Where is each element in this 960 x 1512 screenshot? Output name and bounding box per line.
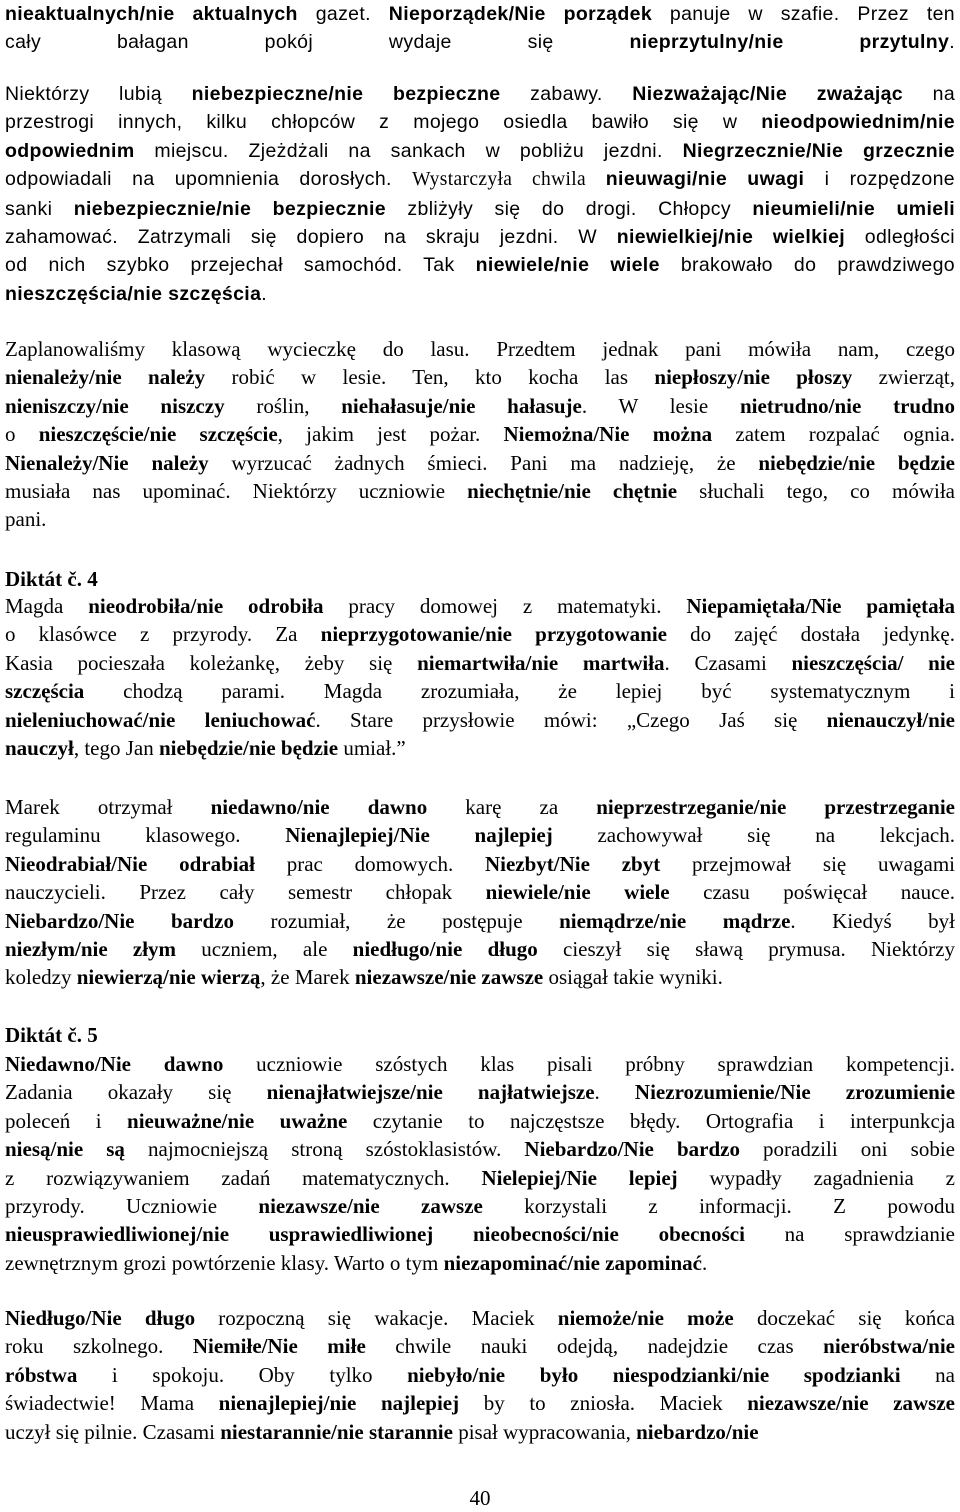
- text-run: z rozwiązywaniem zadań matematycznych.: [5, 1165, 482, 1190]
- bold-phrase: nienajłatwiejsze/nie najłatwiejsze: [266, 1080, 595, 1105]
- bold-phrase: nieszczęścia/nie szczęścia: [5, 282, 262, 305]
- paragraph-4: [5, 592, 955, 762]
- bold-phrase: nieleniuchować/nie leniuchować: [5, 707, 316, 732]
- bold-phrase: nauczył: [5, 736, 74, 761]
- bold-phrase: niedługo/nie długo: [352, 937, 538, 962]
- text-line: [5, 1332, 955, 1360]
- bold-phrase: niezawsze/nie zawsze: [747, 1391, 955, 1416]
- text-line: [5, 677, 955, 705]
- text-run: i spokoju. Oby tylko: [77, 1362, 408, 1387]
- text-run: o klasówce z przyrody. Za: [5, 622, 321, 647]
- text-line: [5, 1304, 955, 1332]
- text-run: Niektórzy lubią: [5, 83, 192, 105]
- text-line: [5, 706, 955, 734]
- text-run: . W lesie: [581, 393, 740, 418]
- bold-phrase: niebędzie/nie będzie: [758, 450, 955, 475]
- text-run: umiał.”: [338, 736, 406, 761]
- text-run: .: [949, 31, 955, 54]
- text-run: Zadania okazały się: [5, 1080, 267, 1105]
- text-run: Marek otrzymał: [5, 795, 211, 819]
- paragraph-6: [5, 1050, 955, 1277]
- text-run: najmocniejszą stroną szóstoklasistów.: [124, 1137, 525, 1162]
- bold-phrase: Niezważając/Nie zważając: [632, 83, 904, 105]
- text-run: korzystali z informacji. Z powodu: [482, 1194, 955, 1219]
- bold-phrase: nieumieli/nie umieli: [752, 197, 955, 220]
- text-line: [5, 137, 955, 165]
- bold-phrase: Niebardzo/Nie bardzo: [524, 1137, 740, 1162]
- text-run: odległości: [845, 226, 955, 249]
- text-run: na sprawdzianie: [744, 1222, 955, 1247]
- paragraph-5: [5, 793, 955, 992]
- text-run: na: [903, 83, 955, 105]
- text-run: zbliżyły się do drogi. Chłopcy: [385, 197, 753, 220]
- bold-phrase: Niepamiętała/Nie pamiętała: [686, 594, 955, 618]
- text-run: pisał wypracowania,: [452, 1419, 637, 1444]
- bold-phrase: niezapominać/nie zapominać: [443, 1250, 703, 1275]
- bold-phrase: nieuwagi/nie uwagi: [605, 168, 805, 191]
- text-run: roku szkolnego.: [5, 1334, 193, 1359]
- text-run: słuchali tego, co mówiła: [677, 479, 955, 504]
- text-run: wypadły zagadnienia z: [677, 1165, 955, 1190]
- paragraph-7: [5, 1304, 955, 1446]
- bold-phrase: Niezrozumienie/Nie zrozumienie: [634, 1080, 955, 1105]
- text-run: . Kiedyś był: [790, 908, 955, 933]
- text-line: [5, 1050, 955, 1078]
- text-line: [5, 80, 955, 108]
- text-run: prac domowych.: [254, 851, 485, 876]
- text-line: [5, 1164, 955, 1192]
- bold-phrase: niezawsze/nie zawsze: [258, 1194, 483, 1219]
- bold-phrase: niewierzą/nie wierzą: [76, 965, 261, 990]
- text-run: uczniowie szóstych klas pisali próbny sprawdzian kompetencji.: [223, 1052, 955, 1076]
- text-run: na: [900, 1362, 955, 1387]
- text-run: osiągał takie wyniki.: [543, 965, 723, 990]
- bold-phrase: Nielepiej/Nie lepiej: [481, 1165, 678, 1190]
- text-line: [5, 649, 955, 677]
- text-line: [5, 392, 955, 420]
- text-run: poleceń i: [5, 1108, 128, 1133]
- text-run: pracy domowej z matematyki.: [323, 594, 687, 618]
- bold-phrase: niebardzo/nie: [636, 1419, 759, 1444]
- bold-phrase: nieaktualnych/nie aktualnych: [5, 3, 298, 25]
- bold-phrase: nieprzytulny/nie przytulny: [629, 31, 950, 54]
- text-run: chwile nauki odejdą, nadejdzie czas: [365, 1334, 824, 1359]
- bold-phrase: niehałasuje/nie hałasuje: [341, 393, 582, 418]
- bold-phrase: niestarannie/nie starannie: [220, 1419, 453, 1444]
- bold-phrase: nieuważne/nie uważne: [127, 1108, 348, 1133]
- text-run: . Czasami: [664, 650, 792, 675]
- text-run: nauczycieli. Przez cały semestr chłopak: [5, 880, 486, 905]
- text-run: .: [594, 1080, 635, 1105]
- bold-phrase: Niedawno/Nie dawno: [5, 1052, 224, 1076]
- text-run: karę za: [427, 795, 597, 819]
- text-line: [5, 1107, 955, 1135]
- bold-phrase: Niebardzo/Nie bardzo: [5, 908, 234, 933]
- text-run: i rozpędzone: [804, 168, 955, 191]
- text-line: [5, 223, 955, 251]
- text-run: panuje w szafie. Przez ten: [652, 3, 955, 25]
- text-run: poradzili oni sobie: [739, 1137, 955, 1162]
- text-run: zachowywał się na lekcjach.: [552, 823, 955, 848]
- bold-phrase: nieszczęścia/ nie: [791, 650, 955, 675]
- bold-phrase: niewielkiej/nie wielkiej: [616, 226, 846, 249]
- bold-phrase: Niemiłe/Nie miłe: [192, 1334, 366, 1359]
- bold-phrase: nienajlepiej/nie najlepiej: [218, 1391, 460, 1416]
- text-line: [5, 592, 955, 620]
- text-run: rozpoczną się wakacje. Maciek: [195, 1306, 558, 1330]
- text-run: o: [5, 422, 39, 447]
- bold-phrase: nieusprawiedliwionej/nie usprawiedliwionej nieobecności/nie obecności: [5, 1222, 745, 1247]
- text-line: [5, 878, 955, 906]
- bold-phrase: róbstwa: [5, 1362, 78, 1387]
- text-run: zahamować. Zatrzymali się dopiero na skraju jezdni. W: [5, 226, 617, 249]
- text-run: przejmował się uwagami: [660, 851, 955, 876]
- text-line: [5, 793, 955, 821]
- text-run: zabawy.: [500, 83, 633, 105]
- text-run: cieszył się sławą prymusa. Niektórzy: [537, 937, 955, 962]
- bold-phrase: szczęścia: [5, 679, 85, 704]
- text-run: robić w lesie. Ten, kto kocha las: [205, 365, 655, 390]
- text-run: przestrogi innych, kilku chłopców z mojego osiedla bawiło się w: [5, 111, 762, 134]
- text-run: Zaplanowaliśmy klasową wycieczkę do lasu. Przedtem jednak pani mówiła nam, czego: [5, 337, 955, 361]
- text-line: [5, 165, 955, 194]
- bold-phrase: niebędzie/nie będzie: [159, 736, 339, 761]
- text-line: [5, 1418, 955, 1446]
- text-run: by to zniosła. Maciek: [459, 1391, 748, 1416]
- text-run: koledzy: [5, 965, 77, 990]
- bold-phrase: nienależy/nie należy: [5, 365, 206, 390]
- heading-diktat-5: Diktát č. 5: [5, 1023, 98, 1047]
- text-run: gazet.: [297, 3, 389, 25]
- text-run: od nich szybko przejechał samochód. Tak: [5, 254, 476, 277]
- paragraph-3: [5, 335, 955, 534]
- bold-phrase: Nienależy/Nie należy: [5, 450, 209, 475]
- text-line: [5, 363, 955, 391]
- bold-phrase: niedawno/nie dawno: [210, 795, 428, 819]
- text-run: świadectwie! Mama: [5, 1391, 219, 1416]
- text-run: , jakim jest pożar.: [277, 422, 504, 447]
- text-line: [5, 907, 955, 935]
- text-run: Kasia pocieszała koleżankę, żeby się: [5, 650, 418, 675]
- bold-phrase: nieodrobiła/nie odrobiła: [88, 594, 324, 618]
- text-line: [5, 963, 955, 991]
- bold-phrase: Nieporządek/Nie porządek: [388, 3, 653, 25]
- text-run: pani.: [5, 507, 47, 532]
- bold-phrase: nienauczył/nie: [826, 707, 955, 732]
- bold-phrase: niesą/nie są: [5, 1137, 125, 1162]
- text-run: czytanie to najczęstsze błędy. Ortografia i interpunkcja: [347, 1108, 955, 1133]
- heading-diktat-4: Diktát č. 4: [5, 567, 98, 591]
- text-line: [5, 477, 955, 505]
- bold-phrase: niechętnie/nie chętnie: [467, 479, 678, 504]
- text-run: .: [261, 282, 268, 305]
- text-line: [5, 1249, 955, 1277]
- text-line: [5, 108, 955, 136]
- text-run: miejscu. Zjeżdżali na sankach w pobliżu jezdni.: [134, 139, 683, 162]
- text-run: do zajęć dostała jedynkę.: [666, 622, 955, 647]
- bold-phrase: nieszczęście/nie szczęście: [38, 422, 278, 447]
- text-line: [5, 505, 955, 533]
- bold-phrase: niebezpieczne/nie bezpieczne: [191, 83, 501, 105]
- bold-phrase: niemoże/nie może: [557, 1306, 734, 1330]
- bold-phrase: Niedługo/Nie długo: [5, 1306, 196, 1330]
- text-run: uczniem, ale: [176, 937, 353, 962]
- text-run: odpowiadali na upomnienia dorosłych.: [5, 168, 413, 191]
- text-run: regulaminu klasowego.: [5, 823, 286, 848]
- text-line: [5, 449, 955, 477]
- text-line: [5, 1135, 955, 1163]
- bold-phrase: niemądrze/nie mądrze: [559, 908, 791, 933]
- text-run: . Stare przysłowie mówi: „Czego Jaś się: [315, 707, 827, 732]
- text-line: [5, 1389, 955, 1417]
- text-run: doczekać się końca: [733, 1306, 955, 1330]
- bold-phrase: niebyło/nie było niespodzianki/nie spodzianki: [407, 1362, 901, 1387]
- bold-phrase: nieodpowiednim/nie: [761, 111, 955, 134]
- text-run: .: [702, 1250, 708, 1275]
- bold-phrase: nieniszczy/nie niszczy: [5, 393, 225, 418]
- text-run: wyrzucać żadnych śmieci. Pani ma nadzieję, że: [208, 450, 759, 475]
- page-number: 40: [469, 1486, 491, 1510]
- bold-phrase: niebezpiecznie/nie bezpiecznie: [73, 197, 386, 220]
- bold-phrase: niezawsze/nie zawsze: [354, 965, 544, 990]
- text-line: [5, 1220, 955, 1248]
- text-line: [5, 821, 955, 849]
- bold-phrase: Nienajlepiej/Nie najlepiej: [285, 823, 553, 848]
- text-run: Magda: [5, 594, 89, 618]
- text-line: [5, 620, 955, 648]
- text-run: sanki: [5, 197, 74, 220]
- bold-phrase: niemartwiła/nie martwiła: [417, 650, 665, 675]
- text-line: [5, 935, 955, 963]
- bold-phrase: niewiele/nie wiele: [475, 254, 660, 277]
- bold-phrase: Niezbyt/Nie zbyt: [484, 851, 661, 876]
- text-run: , że Marek: [260, 965, 355, 990]
- bold-phrase: odpowiednim: [5, 139, 135, 162]
- bold-phrase: niezłym/nie złym: [5, 937, 177, 962]
- bold-phrase: Niegrzecznie/Nie grzecznie: [682, 139, 955, 162]
- text-line: [5, 850, 955, 878]
- text-run: zewnętrznym grozi powtórzenie klasy. Warto o tym: [5, 1250, 444, 1275]
- text-line: [5, 335, 955, 363]
- text-run: cały bałagan pokój wydaje się: [5, 31, 630, 54]
- text-run: przyrody. Uczniowie: [5, 1194, 259, 1219]
- bold-phrase: nieprzygotowanie/nie przygotowanie: [320, 622, 667, 647]
- text-run: zatem rozpalać ognia.: [712, 422, 955, 447]
- text-line: [5, 280, 955, 308]
- bold-phrase: Niemożna/Nie można: [503, 422, 713, 447]
- text-run: , tego Jan: [73, 736, 159, 761]
- text-run: Wystarczyła chwila: [412, 169, 606, 191]
- bold-phrase: Nieodrabiał/Nie odrabiał: [5, 851, 255, 876]
- text-line: [5, 195, 955, 223]
- text-line: [5, 251, 955, 279]
- text-run: chodzą parami. Magda zrozumiała, że lepiej być systematycznym i: [84, 679, 955, 704]
- text-line: [5, 1361, 955, 1389]
- text-line: [5, 1192, 955, 1220]
- bold-phrase: nieróbstwa/nie: [823, 1334, 955, 1359]
- bold-phrase: nieprzestrzeganie/nie przestrzeganie: [596, 795, 955, 819]
- text-line: [5, 0, 955, 28]
- bold-phrase: nietrudno/nie trudno: [739, 393, 955, 418]
- text-run: musiała nas upominać. Niektórzy uczniowie: [5, 479, 468, 504]
- text-run: rozumiał, że postępuje: [234, 908, 560, 933]
- bold-phrase: niepłoszy/nie płoszy: [654, 365, 853, 390]
- text-run: zwierząt,: [852, 365, 955, 390]
- text-run: brakowało do prawdziwego: [659, 254, 955, 277]
- text-line: [5, 1078, 955, 1106]
- text-line: [5, 734, 955, 762]
- text-line: [5, 420, 955, 448]
- bold-phrase: niewiele/nie wiele: [485, 880, 670, 905]
- text-run: roślin,: [224, 393, 342, 418]
- paragraph-1: [5, 0, 955, 57]
- paragraph-2: [5, 80, 955, 308]
- text-line: [5, 28, 955, 56]
- text-run: uczył się pilnie. Czasami: [5, 1419, 221, 1444]
- text-run: czasu poświęcał nauce.: [669, 880, 955, 905]
